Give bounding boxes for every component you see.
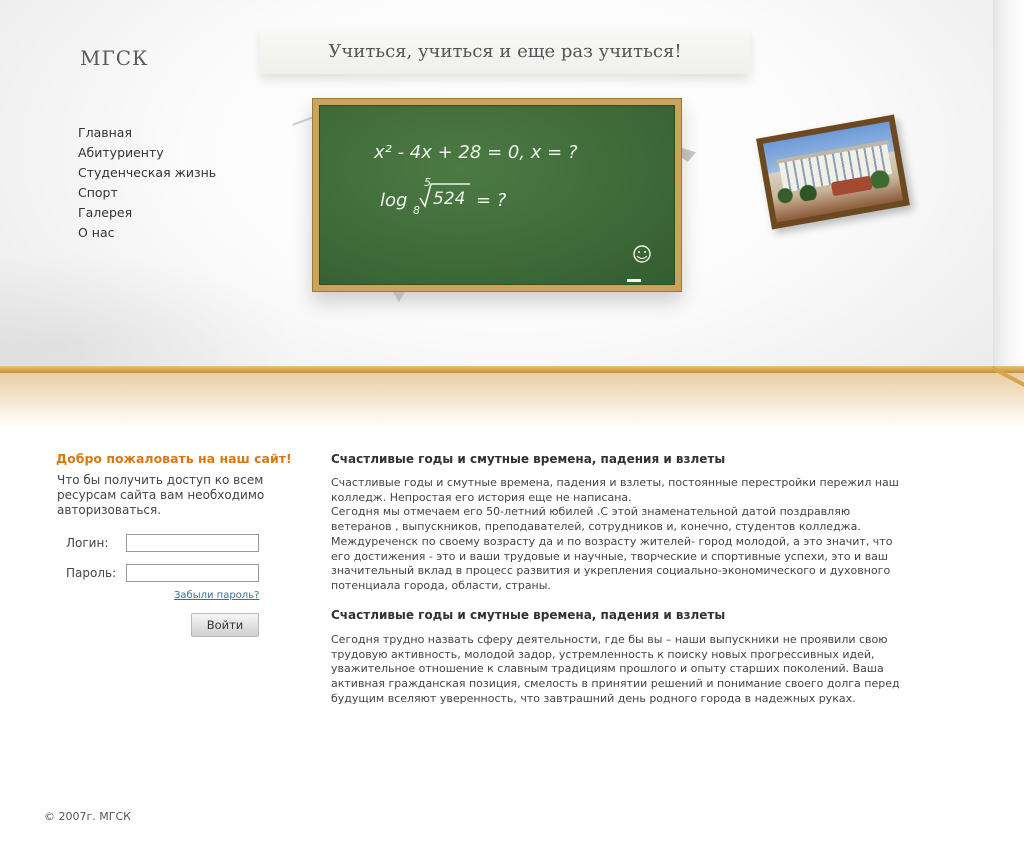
nav-item-applicants xyxy=(78,142,216,162)
equation-2-root-index: 5 xyxy=(424,176,431,189)
nav-item-sport xyxy=(78,182,216,202)
chalk-piece xyxy=(627,279,641,282)
chalkboard-surface xyxy=(319,105,675,285)
floor xyxy=(0,373,1024,430)
article-title: Счастливые годы и смутные времена, падения и взлеты xyxy=(331,452,726,466)
password-label: Пароль: xyxy=(66,566,117,580)
nav-item-gallery xyxy=(78,202,216,222)
copyright: © 2007г. МГСК xyxy=(44,810,131,823)
forgot-password-link[interactable]: Забыли пароль? xyxy=(174,590,260,601)
equation-2-radicand: 524 xyxy=(433,189,466,209)
welcome-title: Добро пожаловать на наш сайт! xyxy=(56,451,292,466)
baseboard xyxy=(0,366,1024,373)
main-nav xyxy=(78,122,216,242)
nav-item-home xyxy=(78,122,216,142)
nav-link-student-life[interactable]: Студенческая жизнь xyxy=(78,165,217,180)
equation-2-log: log xyxy=(380,190,408,211)
nav-link-gallery[interactable]: Галерея xyxy=(78,205,133,220)
login-input[interactable] xyxy=(126,534,259,552)
smiley-icon xyxy=(634,246,650,262)
nav-link-about[interactable]: О нас xyxy=(78,225,115,240)
login-label: Логин: xyxy=(66,536,109,550)
right-wall xyxy=(993,0,1024,372)
nav-link-sport[interactable]: Спорт xyxy=(78,185,118,200)
article-body-text: Счастливые годы и смутные времена, падения и взлеты, постоянные перестройки пережил наш колледж. Непростая его история еще не написана. Сегодня мы отмечаем его 50-летний юбилей .С этой знаменательной датой поздравляю ветеранов , выпускников, преподавателей, сотрудников и, конечно, студентов колледжа. Междуреченск по своему возрасту да и по возрасту жителей- город молодой, а это значит, что его достижения - это и ваши трудовые и научные, творческие и спортивные успехи, это и ваш значительный вклад в процесс развития и укрепления социально-экономического и духовного потенциала города, области, страны. xyxy=(331,476,899,592)
article-title: Счастливые годы и смутные времена, падения и взлеты xyxy=(331,608,726,622)
equation-1: x² - 4x + 28 = 0, x = ? xyxy=(374,142,578,163)
nav-link-home[interactable]: Главная xyxy=(78,125,132,140)
nav-item-student-life xyxy=(78,162,216,182)
site-logo[interactable]: МГСК xyxy=(80,46,149,70)
article-body xyxy=(331,633,913,707)
college-building-image xyxy=(763,121,903,222)
slogan-banner xyxy=(260,28,750,74)
equation-2-tail: = ? xyxy=(476,190,507,211)
article-body-text: Сегодня трудно назвать сферу деятельности, где бы вы – наши выпускники не проявили свою трудовую активность, молодой задор, устремленность к поиску новых прогрессивных идей, уважительное отношение к славным традициям прошлого и опыту старших поколений. Ваша активная гражданская позиция, смелость в принятии решений и понимание своего долга перед будущим вселяют уверенность, что завтрашний день родного города в надежных руках. xyxy=(331,633,900,705)
chalk-writing xyxy=(320,106,676,286)
nav-item-about xyxy=(78,222,216,242)
wall-shadow xyxy=(0,250,300,370)
slogan-text: Учиться, учиться и еще раз учиться! xyxy=(328,40,682,62)
welcome-text: Что бы получить доступ ко всем ресурсам сайта вам необходимо авторизоваться. xyxy=(57,473,265,517)
nav-link-applicants[interactable]: Абитуриенту xyxy=(78,145,164,160)
chalkboard xyxy=(312,98,682,292)
login-button[interactable]: Войти xyxy=(191,613,259,637)
equation-2-base: 8 xyxy=(413,204,420,217)
password-input[interactable] xyxy=(126,564,259,582)
article-body xyxy=(331,476,913,594)
